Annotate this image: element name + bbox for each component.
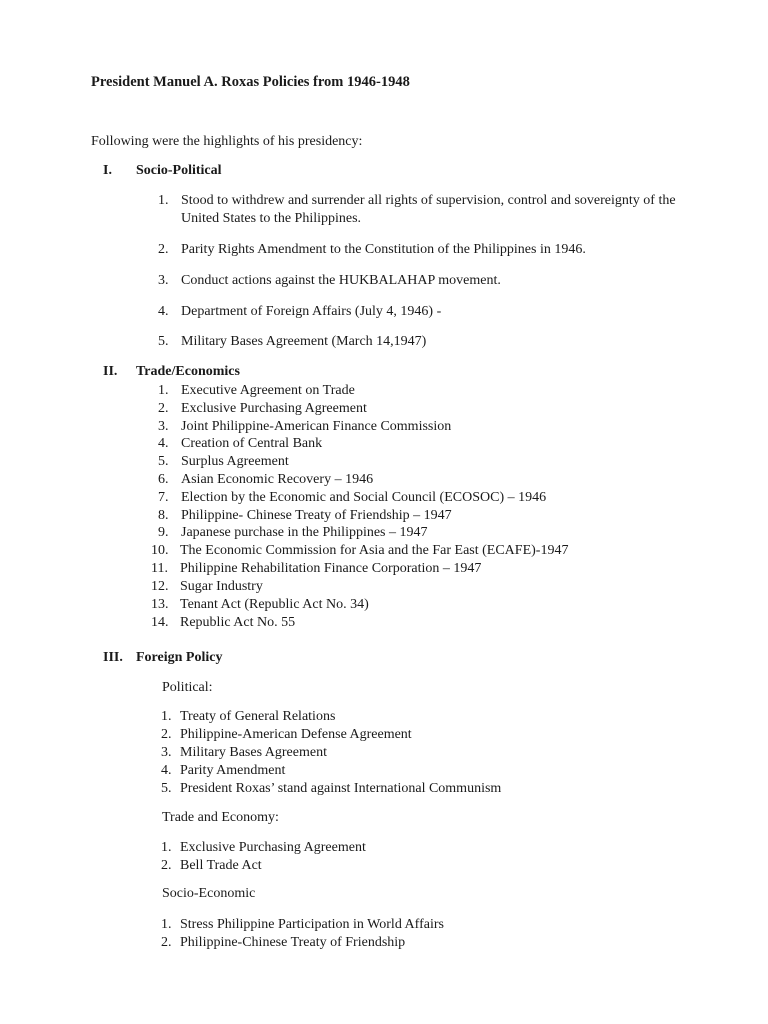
item-text: Creation of Central Bank: [181, 436, 323, 451]
item-number: 7.: [158, 490, 169, 505]
item-number: 3.: [158, 419, 169, 434]
item-number: 8.: [158, 508, 169, 523]
item-text: Joint Philippine-American Finance Commission: [181, 419, 452, 434]
item-text: Asian Economic Recovery – 1946: [181, 472, 374, 487]
item-text: Executive Agreement on Trade: [181, 383, 355, 398]
item-text: Sugar Industry: [180, 579, 263, 594]
item-text: Philippine Rehabilitation Finance Corporation – 1947: [180, 561, 482, 576]
item-number: 2.: [161, 858, 172, 873]
item-number: 11.: [151, 561, 168, 576]
item-number: 3.: [158, 273, 169, 288]
subsection-heading-political: Political:: [162, 680, 213, 695]
subsection-heading-trade-economy: Trade and Economy:: [162, 810, 279, 825]
subsection-heading-socio-economic: Socio-Economic: [162, 886, 256, 901]
item-number: 14.: [151, 615, 169, 630]
item-text: Stress Philippine Participation in World Affairs: [180, 917, 444, 932]
item-number: 13.: [151, 597, 169, 612]
item-number: 6.: [158, 472, 169, 487]
item-number: 1.: [158, 193, 169, 208]
item-text: Treaty of General Relations: [180, 709, 336, 724]
item-number: 1.: [161, 709, 172, 724]
item-text: Military Bases Agreement: [180, 745, 327, 760]
item-number: 5.: [161, 781, 172, 796]
item-number: 1.: [161, 917, 172, 932]
item-text: President Roxas’ stand against International Communism: [180, 781, 502, 796]
item-text: Surplus Agreement: [181, 454, 289, 469]
item-text: Parity Amendment: [180, 763, 286, 778]
item-number: 4.: [161, 763, 172, 778]
item-number: 2.: [158, 242, 169, 257]
item-text: Stood to withdrew and surrender all rights of supervision, control and sovereignty of the United States to the Philippines.: [181, 193, 676, 226]
item-number: 1.: [158, 383, 169, 398]
item-text: Exclusive Purchasing Agreement: [181, 401, 367, 416]
item-text: The Economic Commission for Asia and the Far East (ECAFE)-1947: [180, 543, 569, 558]
item-text: Tenant Act (Republic Act No. 34): [180, 597, 369, 612]
section-3-title: Foreign Policy: [136, 650, 223, 665]
item-number: 9.: [158, 525, 169, 540]
section-1-numeral: I.: [103, 163, 112, 178]
item-number: 5.: [158, 334, 169, 349]
item-number: 2.: [161, 727, 172, 742]
item-number: 4.: [158, 436, 169, 451]
section-1-title: Socio-Political: [136, 163, 222, 178]
item-number: 1.: [161, 840, 172, 855]
item-text: Philippine- Chinese Treaty of Friendship – 1947: [181, 508, 452, 523]
item-number: 2.: [158, 401, 169, 416]
intro-text: Following were the highlights of his presidency:: [91, 134, 363, 149]
section-2-title: Trade/Economics: [136, 364, 240, 379]
item-number: 3.: [161, 745, 172, 760]
item-number: 5.: [158, 454, 169, 469]
item-text: Philippine-Chinese Treaty of Friendship: [180, 935, 406, 950]
item-text: Department of Foreign Affairs (July 4, 1946) -: [181, 304, 442, 319]
item-text: Japanese purchase in the Philippines – 1947: [181, 525, 428, 540]
item-number: 10.: [151, 543, 169, 558]
item-text: Exclusive Purchasing Agreement: [180, 840, 366, 855]
item-text: Parity Rights Amendment to the Constitution of the Philippines in 1946.: [181, 242, 586, 257]
document-title: President Manuel A. Roxas Policies from 1946-1948: [91, 74, 410, 90]
item-text: Republic Act No. 55: [180, 615, 296, 630]
item-text: Bell Trade Act: [180, 858, 262, 873]
item-number: 2.: [161, 935, 172, 950]
section-3-numeral: III.: [103, 650, 123, 665]
item-text: Election by the Economic and Social Council (ECOSOC) – 1946: [181, 490, 547, 505]
item-text: Military Bases Agreement (March 14,1947): [181, 334, 427, 349]
item-number: 4.: [158, 304, 169, 319]
section-2-numeral: II.: [103, 364, 118, 379]
item-text: Conduct actions against the HUKBALAHAP movement.: [181, 273, 501, 288]
item-number: 12.: [151, 579, 169, 594]
item-text: Philippine-American Defense Agreement: [180, 727, 412, 742]
